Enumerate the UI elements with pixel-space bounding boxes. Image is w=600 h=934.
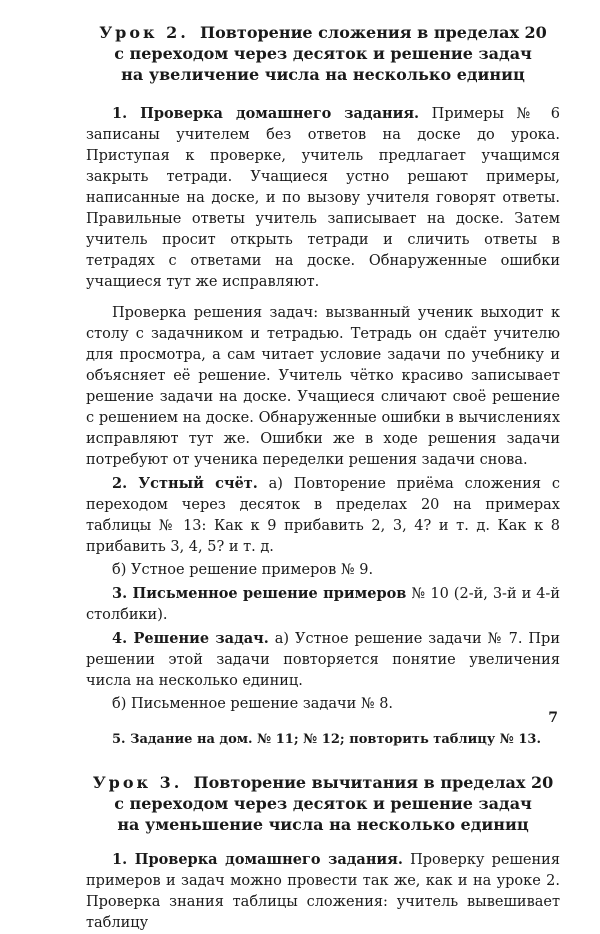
lesson-2-oral-count-text: а) Повторение приёма сложения с переходом через десяток в пределах 20 на примерах таблицы № 13: Как к 9 прибавить 2, 3, 4? и т. д. Как к 8 прибавить 3, 4, 5? и т. д. bbox=[86, 476, 560, 555]
lesson-3-heading bbox=[86, 772, 560, 835]
lesson-2-heading-line-2: с переходом через десяток и решение задач bbox=[114, 44, 532, 63]
lesson-2-oral-examples-paragraph: б) Устное решение примеров № 9. bbox=[112, 562, 374, 578]
lesson-2-homework-check-text: Примеры № 6 записаны учителем без ответов на доске до урока. Приступая к проверке, учитель предлагает учащимся закрыть тетради. Учащиеся устно решают примеры, написанные на доске, и по вызову учителя говорят ответы. Правильные ответы учитель записывает на доске. Затем учитель просит открыть тетради и сличить ответы в тетрадях с ответами на доске. Обнаруженные ошибки учащиеся тут же исправляют. bbox=[86, 106, 560, 290]
lesson-2-problem-solving-title: 4. Решение задач. bbox=[112, 630, 269, 647]
lesson-2-number: Урок 2. bbox=[99, 23, 189, 42]
lesson-2-written-examples-title: 3. Письменное решение примеров bbox=[112, 585, 407, 602]
lesson-2-problem-solving-paragraph bbox=[86, 628, 560, 692]
lesson-2-written-examples-paragraph bbox=[86, 583, 560, 626]
page-number: 7 bbox=[548, 710, 558, 726]
lesson-2-title: Повторение сложения в пределах 20 bbox=[200, 23, 547, 42]
lesson-3-homework-check-text: Проверку решения примеров и задач можно провести так же, как и на уроке 2. Проверка знания таблицы сложения: учитель вывешивает таблицу bbox=[86, 852, 560, 931]
lesson-3-title: Повторение вычитания в пределах 20 bbox=[193, 773, 554, 792]
lesson-2-oral-count-paragraph bbox=[86, 473, 560, 558]
lesson-2-problem-solving-text: а) Устное решение задачи № 7. При решении этой задачи повторяется понятие увеличения числа на несколько единиц. bbox=[86, 631, 560, 689]
lesson-2-oral-count-title: 2. Устный счёт. bbox=[112, 475, 258, 492]
lesson-3-heading-line-2: с переходом через десяток и решение задач bbox=[114, 794, 532, 813]
lesson-2-homework-check-paragraph bbox=[86, 103, 560, 293]
lesson-3-homework-check-paragraph bbox=[86, 849, 560, 934]
lesson-2-written-examples-text: № 10 (2-й, 3-й и 4-й столбики). bbox=[86, 586, 560, 623]
lesson-2-heading-line-3: на увеличение числа на несколько единиц bbox=[121, 65, 525, 84]
lesson-2-heading bbox=[86, 22, 560, 85]
lesson-3-number: Урок 3. bbox=[92, 773, 183, 792]
lesson-2-heading-line-1 bbox=[86, 22, 560, 43]
lesson-3-heading-line-3: на уменьшение числа на несколько единиц bbox=[117, 815, 529, 834]
lesson-3-heading-line-1 bbox=[86, 772, 560, 793]
lesson-2-homework-paragraph: 5. Задание на дом. № 11; № 12; повторить таблицу № 13. bbox=[112, 732, 541, 747]
lesson-3-homework-check-title: 1. Проверка домашнего задания. bbox=[112, 851, 403, 868]
lesson-2-written-problem-paragraph: б) Письменное решение задачи № 8. bbox=[112, 696, 394, 712]
lesson-2-homework-check-title: 1. Проверка домашнего задания. bbox=[112, 105, 420, 122]
lesson-2-task-check-paragraph: Проверка решения задач: вызванный ученик выходит к столу с задачником и тетрадью. Тетрадь он сдаёт учителю для просмотра, а сам читает условие задачи по учебнику и объясняет её решение. Учитель чётко красиво записывает решение задачи на доске. Учащиеся сличают своё решение с решением на доске. Обнаруженные ошибки в вычислениях исправляют тут же. Ошибки же в ходе решения задачи потребуют от ученика переделки решения задачи снова. bbox=[86, 305, 560, 468]
